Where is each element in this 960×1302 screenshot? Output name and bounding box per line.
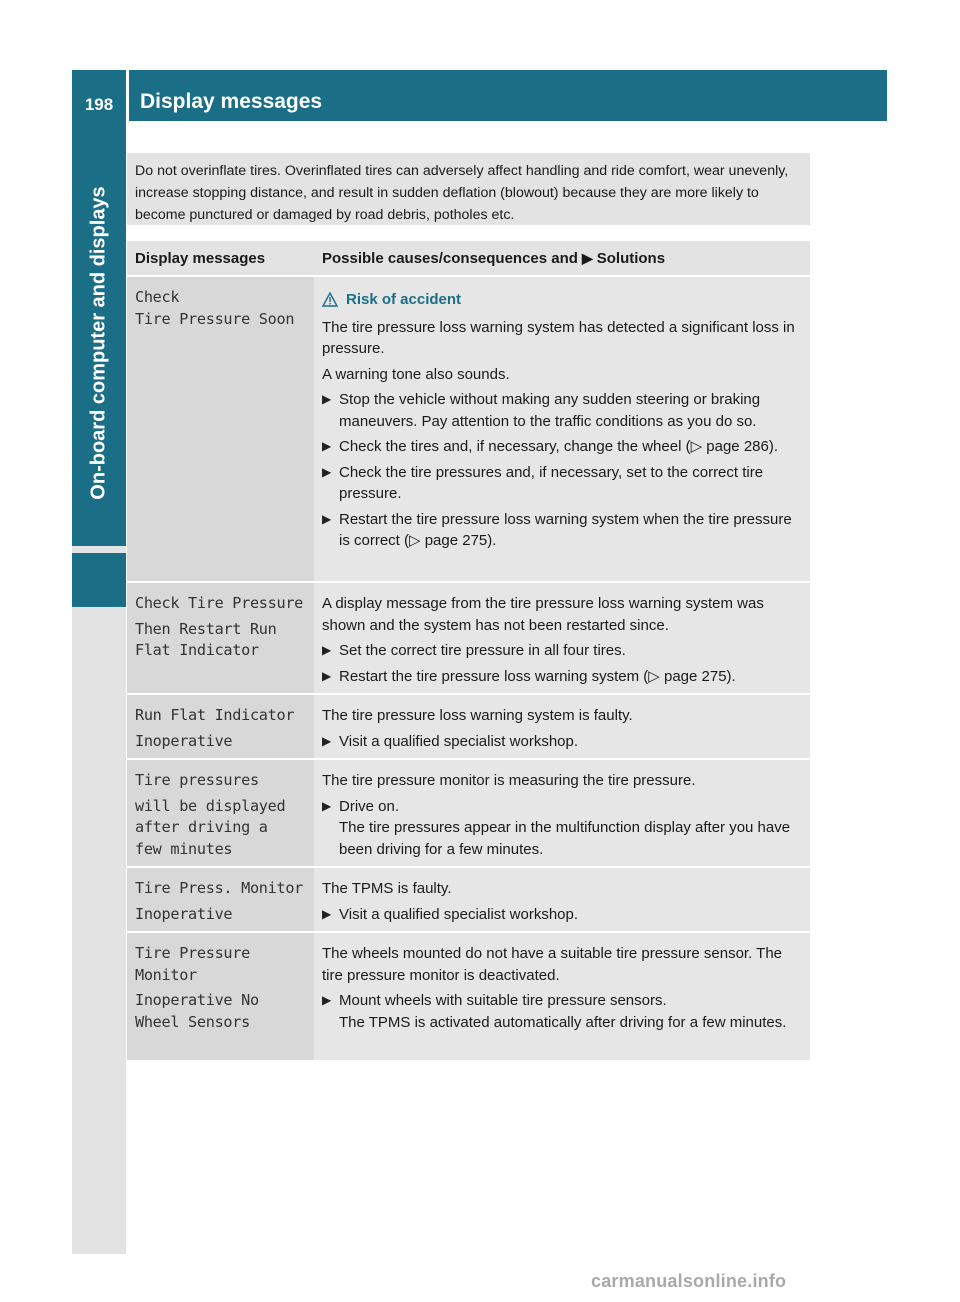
side-tab-label: On-board computer and displays bbox=[87, 186, 110, 500]
arrow-right-icon: ▶ bbox=[322, 511, 332, 526]
col-header-display-messages: Display messages bbox=[135, 249, 266, 267]
display-message-cell bbox=[127, 695, 314, 758]
arrow-right-icon: ▶ bbox=[322, 439, 332, 453]
table-row bbox=[127, 760, 810, 868]
solution-step: ▶ Check the tires and, if necessary, change the wheel (▷ page 286). bbox=[322, 436, 804, 458]
cause-text: A display message from the tire pressure loss warning system was shown and the system has not been restarted since. bbox=[322, 595, 764, 634]
table-row bbox=[127, 277, 810, 583]
step-result: The TPMS is activated automatically after driving for a few minutes. bbox=[339, 1013, 787, 1031]
solution-step: ▶ Check the tire pressures and, if necessary, set to the correct tire pressure. bbox=[322, 462, 804, 505]
cause-text: The tire pressure loss warning system is faulty. bbox=[322, 707, 633, 724]
col-header-causes-label: Possible causes/consequences and bbox=[322, 249, 578, 267]
display-message-cell bbox=[127, 583, 314, 693]
table-row bbox=[127, 583, 810, 695]
display-message: Inoperative bbox=[135, 904, 233, 923]
arrow-right-icon: ▶ bbox=[322, 464, 332, 479]
solution-step: ▶ Restart the tire pressure loss warning system (▷ page 275). bbox=[322, 666, 804, 688]
cause-text: The wheels mounted do not have a suitable tire pressure sensor. The tire pressure monitor is deactivated. bbox=[322, 945, 782, 984]
display-message: Check Tire Pressure bbox=[135, 594, 304, 612]
arrow-right-icon: ▶ bbox=[322, 668, 332, 683]
cause-text: A warning tone also sounds. bbox=[322, 365, 510, 383]
step-action: Drive on. bbox=[339, 797, 400, 815]
arrow-right-icon: ▶ bbox=[322, 392, 332, 406]
step-action: Mount wheels with suitable tire pressure sensors. bbox=[339, 992, 667, 1009]
section-title: Display messages bbox=[140, 90, 323, 113]
page-number: 198 bbox=[84, 95, 114, 114]
display-message: Tire Pressure Monitor bbox=[135, 944, 250, 984]
solution-cell bbox=[314, 933, 810, 1060]
solution-step: ▶ Restart the tire pressure loss warning system when the tire pressure is correct (▷ page 275). bbox=[322, 509, 804, 552]
side-square bbox=[72, 553, 126, 607]
warning-triangle-icon bbox=[322, 292, 338, 307]
note-box bbox=[127, 153, 810, 225]
cause-text: The TPMS is faulty. bbox=[322, 880, 452, 897]
display-message-cell bbox=[127, 868, 314, 931]
arrow-right-icon: ▶ bbox=[322, 993, 332, 1007]
display-message: Tire pressures bbox=[135, 771, 259, 789]
note-text: Do not overinflate tires. Overinflated tires can adversely affect handling and ride comfort, wear unevenly, increase stopping distance, and result in sudden deflation (blowout) because they are more likely to become punctured or damaged by road debris, potholes etc. bbox=[135, 163, 789, 223]
solution-cell bbox=[314, 277, 810, 581]
arrow-right-icon: ▶ bbox=[581, 249, 593, 266]
risk-warning bbox=[322, 289, 804, 311]
solution-step bbox=[322, 990, 804, 1033]
arrow-right-icon: ▶ bbox=[322, 906, 332, 921]
solution-cell bbox=[314, 760, 810, 866]
solution-step: ▶ Visit a qualified specialist workshop. bbox=[322, 904, 804, 926]
solution-step: ▶ Set the correct tire pressure in all four tires. bbox=[322, 640, 804, 662]
risk-label: Risk of accident bbox=[346, 291, 462, 308]
table-row bbox=[127, 868, 810, 933]
display-message-cell bbox=[127, 760, 314, 866]
col-header-solutions-label: Solutions bbox=[596, 249, 666, 267]
display-message-cell bbox=[127, 933, 314, 1060]
display-message: will be displayed after driving a few minutes bbox=[135, 796, 286, 858]
arrow-right-icon: ▶ bbox=[322, 733, 332, 748]
display-message: Tire Press. Monitor bbox=[135, 879, 304, 897]
display-message: Run Flat Indicator bbox=[135, 706, 295, 724]
step-result: The tire pressures appear in the multifunction display after you have been driving for a few minutes. bbox=[339, 819, 791, 858]
solution-step: ▶ Visit a qualified specialist workshop. bbox=[322, 731, 804, 753]
header-divider bbox=[126, 70, 129, 121]
display-message: Check Tire Pressure Soon bbox=[135, 288, 295, 328]
solution-cell bbox=[314, 868, 810, 931]
cause-text: The tire pressure loss warning system has detected a significant loss in pressure. bbox=[322, 318, 795, 357]
display-message: Inoperative No Wheel Sensors bbox=[135, 991, 259, 1031]
solution-step bbox=[322, 796, 804, 861]
solution-cell bbox=[314, 695, 810, 758]
col-header-solutions bbox=[314, 241, 810, 275]
footer-watermark: carmanualsonline.info bbox=[591, 1271, 787, 1291]
display-message: Inoperative bbox=[135, 731, 233, 750]
arrow-right-icon: ▶ bbox=[322, 798, 332, 813]
cause-text: The tire pressure monitor is measuring the tire pressure. bbox=[322, 772, 696, 789]
table-row bbox=[127, 695, 810, 760]
display-message: Then Restart Run Flat Indicator bbox=[135, 619, 277, 659]
solution-cell bbox=[314, 583, 810, 693]
table-header bbox=[127, 241, 810, 277]
solution-step: ▶ Stop the vehicle without making any sudden steering or braking maneuvers. Pay attention to the traffic conditions as you do so. bbox=[322, 389, 804, 432]
display-message-cell bbox=[127, 277, 314, 581]
table-row bbox=[127, 933, 810, 1060]
arrow-right-icon: ▶ bbox=[322, 643, 332, 657]
messages-table bbox=[127, 241, 810, 1060]
